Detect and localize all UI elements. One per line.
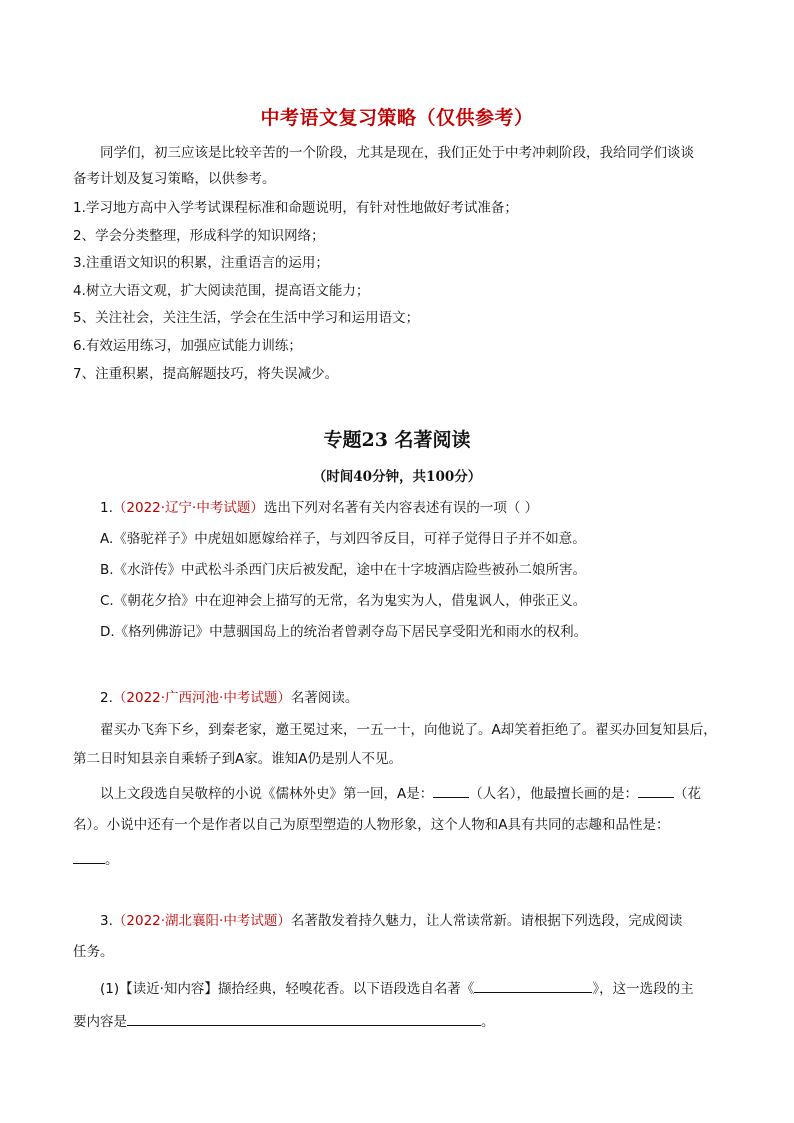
question-2-passage-line-2: 第二日时知县亲自乘轿子到A家。谁知A仍是别人不见。 xyxy=(73,751,402,767)
prompt-text: 。 xyxy=(105,852,119,868)
question-number: 2. xyxy=(100,690,113,706)
strategy-item: 7、注重积累，提高解题技巧，将失误减少。 xyxy=(73,365,339,382)
strategy-intro-line-2: 备考计划及复习策略，以供参考。 xyxy=(73,171,276,187)
answer-blank-book[interactable] xyxy=(474,977,592,993)
question-2-passage-line-1: 翟买办飞奔下乡，到秦老家，邀王冕过来，一五一十，向他说了。A却笑着拒绝了。翟买办回复知县后， xyxy=(100,722,717,738)
topic-title: 专题23 名著阅读 xyxy=(323,429,471,451)
question-3-stem xyxy=(100,911,682,931)
question-1-options xyxy=(100,529,587,653)
strategy-list xyxy=(73,198,518,391)
strategy-item: 4.树立大语文观，扩大阅读范围，提高语文能力； xyxy=(73,282,370,299)
option-a: A.《骆驼祥子》中虎妞如愿嫁给祥子，与刘四爷反目，可祥子觉得日子并不如意。 xyxy=(100,531,586,547)
question-number: 1. xyxy=(100,500,113,516)
question-1-stem xyxy=(100,498,538,518)
question-text: 名著阅读。 xyxy=(290,690,359,706)
question-source: （2022·广西河池·中考试题） xyxy=(112,690,291,706)
question-3-stem-line-2: 任务。 xyxy=(73,944,114,960)
strategy-item: 2、学会分类整理，形成科学的知识网络； xyxy=(73,227,325,244)
question-source: （2022·湖北襄阳·中考试题） xyxy=(112,913,291,929)
strategy-item: 5、关注社会，关注生活，学会在生活中学习和运用语文； xyxy=(73,310,420,327)
option-d: D.《格列佛游记》中慧骃国岛上的统治者曾剥夺岛下居民享受阳光和雨水的权利。 xyxy=(100,624,588,640)
answer-blank-flower[interactable] xyxy=(638,782,674,798)
question-2-stem xyxy=(100,688,358,708)
prompt-text: 》，这一选段的主 xyxy=(592,981,694,997)
strategy-title: 中考语文复习策略（仅供参考） xyxy=(260,107,534,129)
strategy-item: 1.学习地方高中入学考试课程标准和命题说明，有针对性地做好考试准备； xyxy=(73,200,518,216)
answer-blank-content[interactable] xyxy=(127,1010,481,1026)
question-number: 3. xyxy=(100,913,113,929)
strategy-item: 3.注重语文知识的积累，注重语言的运用； xyxy=(73,255,329,272)
question-text: 名著散发着持久魅力，让人常读常新。请根据下列选段，完成阅读 xyxy=(290,913,683,929)
option-b: B.《水浒传》中武松斗杀西门庆后被发配，途中在十字坡酒店险些被孙二娘所害。 xyxy=(100,562,587,578)
question-text: 选出下列对名著有关内容表述有误的一项（ ） xyxy=(263,500,539,516)
prompt-text: （人名），他最擅长画的是： xyxy=(469,786,638,802)
strategy-intro-line-1: 同学们，初三应该是比较辛苦的一个阶段，尤其是现在，我们正处于中考冲刺阶段，我给同学们谈谈 xyxy=(100,145,694,161)
question-3-sub-1-line-2 xyxy=(73,1010,495,1032)
answer-blank-name[interactable] xyxy=(433,782,469,798)
strategy-item: 6.有效运用练习，加强应试能力训练； xyxy=(73,337,302,354)
prompt-text: 。 xyxy=(481,1014,495,1030)
topic-time: （时间40分钟，共100分） xyxy=(312,469,482,485)
prompt-text: 要内容是 xyxy=(73,1014,127,1030)
option-c: C.《朝花夕拾》中在迎神会上描写的无常，名为鬼实为人，借鬼讽人，伸张正义。 xyxy=(100,593,587,609)
question-3-sub-1-line-1 xyxy=(100,977,694,999)
question-2-prompt-line-1 xyxy=(100,782,701,804)
question-2-prompt-line-3 xyxy=(73,848,119,870)
prompt-text: （花 xyxy=(673,786,701,802)
prompt-text: (1)【读近·知内容】撷拾经典，轻嗅花香。以下语段选自名著《 xyxy=(100,981,475,997)
prompt-text: 以上文段选自吴敬梓的小说《儒林外史》第一回，A是： xyxy=(100,786,434,802)
question-2-prompt-line-2: 名）。小说中还有一个是作者以自己为原型塑造的人物形象，这个人物和A具有共同的志趣和品性是： xyxy=(73,817,670,833)
answer-blank-trait[interactable] xyxy=(73,848,105,864)
question-source: （2022·辽宁·中考试题） xyxy=(112,500,264,516)
